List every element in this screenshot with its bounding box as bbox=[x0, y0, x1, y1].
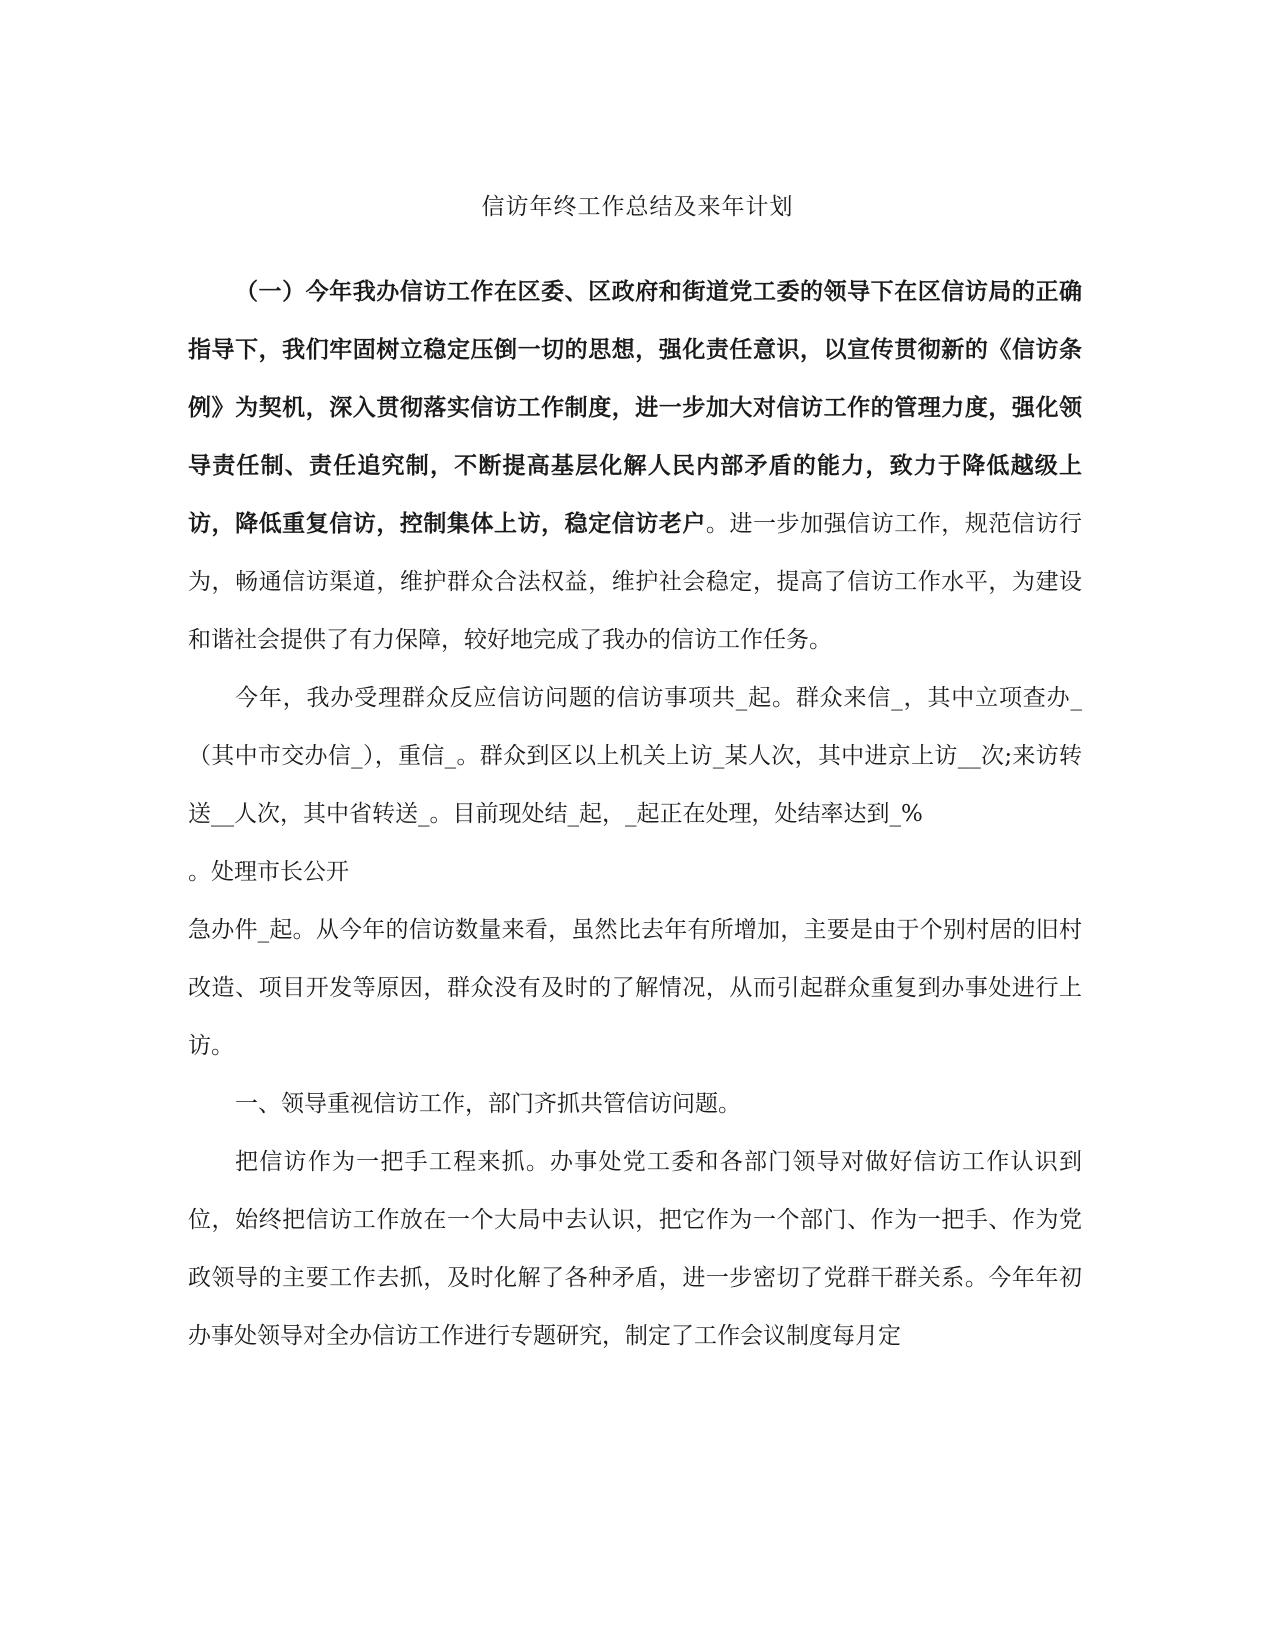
paragraph-5: 把信访作为一把手工程来抓。办事处党工委和各部门领导对做好信访工作认识到位，始终把信访工作放在一个大局中去认识，把它作为一个部门、作为一把手、作为党政领导的主要工作去抓，及时化解了各种矛盾，进一步密切了党群干群关系。今年年初办事处领导对全办信访工作进行专题研究，制定了工作会议制度每月定 bbox=[188, 1149, 1082, 1349]
paragraph-1 bbox=[188, 263, 1082, 669]
document-title: 信访年终工作总结及来年计划 bbox=[481, 194, 794, 220]
paragraph-2: 今年，我办受理群众反应信访问题的信访事项共_起。群众来信_，其中立项查办_（其中市交办信_），重信_。群众到区以上机关上访_某人次，其中进京上访__次;来访转送__人次，其中省转送_。目前现处结_起，_起正在处理，处结率达到_% bbox=[188, 685, 1082, 827]
paragraph-2-tail: 。处理市长公开 bbox=[188, 859, 349, 885]
paragraph-3: 急办件_起。从今年的信访数量来看，虽然比去年有所增加，主要是由于个别村居的旧村改造、项目开发等原因，群众没有及时的了解情况，从而引起群众重复到办事处进行上访。 bbox=[188, 917, 1082, 1059]
paragraph-1-bold-text: （一）今年我办信访工作在区委、区政府和街道党工委的领导下在区信访局的正确指导下，我们牢固树立稳定压倒一切的思想，强化责任意识，以宣传贯彻新的《信访条例》为契机，深入贯彻落实信访工作制度，进一步加大对信访工作的管理力度，强化领导责任制、责任追究制，不断提高基层化解人民内部矛盾的能力，致力于降低越级上访，降低重复信访，控制集体上访，稳定信访老户 bbox=[188, 278, 1082, 537]
paragraph-4-heading: 一、领导重视信访工作，部门齐抓共管信访问题。 bbox=[235, 1091, 741, 1117]
paragraph-1-regular-text: 。进一步加强信访工作，规范信访行为，畅通信访渠道，维护群众合法权益，维护社会稳定，提高了信访工作水平，为建设和谐社会提供了有力保障，较好地完成了我办的信访工作任务。 bbox=[188, 511, 1083, 653]
document-body bbox=[188, 263, 1082, 1365]
